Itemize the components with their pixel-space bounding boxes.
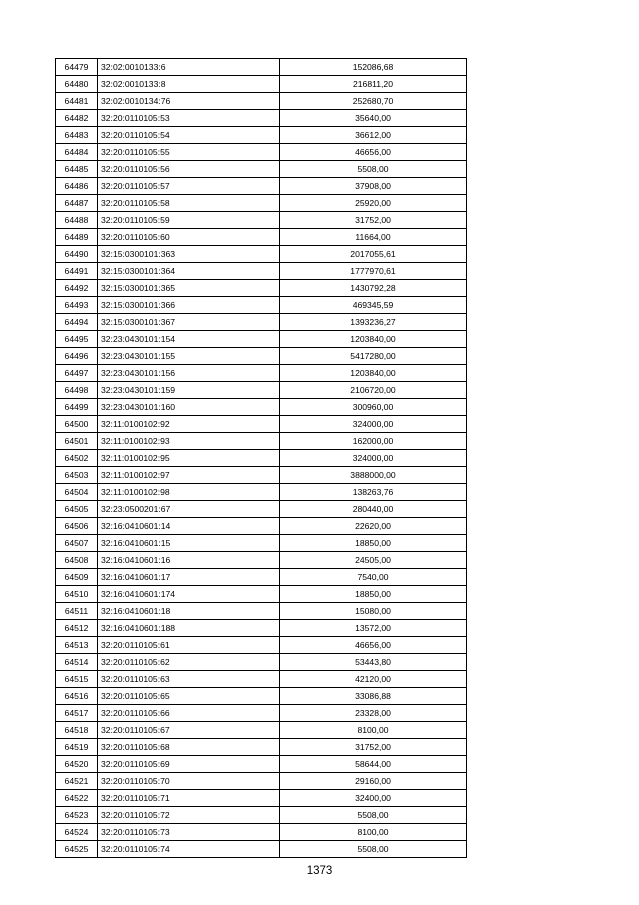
cadastral-number-cell: 32:20:0110105:60 <box>98 229 280 246</box>
table-row <box>56 518 467 535</box>
row-number-cell: 64519 <box>56 739 98 756</box>
cadastral-number-cell: 32:23:0500201:67 <box>98 501 280 518</box>
cadastral-number-cell: 32:20:0110105:53 <box>98 110 280 127</box>
row-number-cell: 64496 <box>56 348 98 365</box>
cadastral-number-cell: 32:16:0410601:174 <box>98 586 280 603</box>
table-row <box>56 263 467 280</box>
table-row <box>56 331 467 348</box>
page-number: 1373 <box>306 865 333 877</box>
row-number-cell: 64485 <box>56 161 98 178</box>
table-row <box>56 484 467 501</box>
table-row <box>56 399 467 416</box>
table-row <box>56 824 467 841</box>
value-cell: 18850,00 <box>280 535 467 552</box>
row-number-cell: 64501 <box>56 433 98 450</box>
row-number-cell: 64495 <box>56 331 98 348</box>
cadastral-number-cell: 32:20:0110105:74 <box>98 841 280 858</box>
cadastral-number-cell: 32:20:0110105:58 <box>98 195 280 212</box>
table-row <box>56 195 467 212</box>
value-cell: 29160,00 <box>280 773 467 790</box>
cadastral-number-cell: 32:20:0110105:55 <box>98 144 280 161</box>
table-row <box>56 773 467 790</box>
value-cell: 138263,76 <box>280 484 467 501</box>
row-number-cell: 64481 <box>56 93 98 110</box>
cadastral-value-table <box>55 58 467 858</box>
row-number-cell: 64492 <box>56 280 98 297</box>
cadastral-number-cell: 32:02:0010133:6 <box>98 59 280 76</box>
cadastral-number-cell: 32:23:0430101:156 <box>98 365 280 382</box>
value-cell: 216811,20 <box>280 76 467 93</box>
cadastral-number-cell: 32:15:0300101:363 <box>98 246 280 263</box>
cadastral-number-cell: 32:15:0300101:364 <box>98 263 280 280</box>
cadastral-number-cell: 32:20:0110105:66 <box>98 705 280 722</box>
table-row <box>56 110 467 127</box>
table-row <box>56 297 467 314</box>
table-row <box>56 59 467 76</box>
cadastral-number-cell: 32:15:0300101:365 <box>98 280 280 297</box>
value-cell: 324000,00 <box>280 416 467 433</box>
cadastral-number-cell: 32:20:0110105:57 <box>98 178 280 195</box>
value-cell: 46656,00 <box>280 144 467 161</box>
cadastral-number-cell: 32:20:0110105:62 <box>98 654 280 671</box>
value-cell: 13572,00 <box>280 620 467 637</box>
row-number-cell: 64484 <box>56 144 98 161</box>
row-number-cell: 64487 <box>56 195 98 212</box>
value-cell: 23328,00 <box>280 705 467 722</box>
row-number-cell: 64488 <box>56 212 98 229</box>
value-cell: 18850,00 <box>280 586 467 603</box>
table-row <box>56 722 467 739</box>
row-number-cell: 64486 <box>56 178 98 195</box>
row-number-cell: 64515 <box>56 671 98 688</box>
table-row <box>56 620 467 637</box>
value-cell: 1203840,00 <box>280 365 467 382</box>
table-row <box>56 178 467 195</box>
table-row <box>56 654 467 671</box>
table-row <box>56 382 467 399</box>
value-cell: 252680,70 <box>280 93 467 110</box>
cadastral-number-cell: 32:16:0410601:18 <box>98 603 280 620</box>
row-number-cell: 64522 <box>56 790 98 807</box>
row-number-cell: 64524 <box>56 824 98 841</box>
table-row <box>56 280 467 297</box>
row-number-cell: 64511 <box>56 603 98 620</box>
row-number-cell: 64494 <box>56 314 98 331</box>
value-cell: 24505,00 <box>280 552 467 569</box>
value-cell: 31752,00 <box>280 739 467 756</box>
value-cell: 8100,00 <box>280 824 467 841</box>
row-number-cell: 64509 <box>56 569 98 586</box>
table-row <box>56 688 467 705</box>
value-cell: 33086,88 <box>280 688 467 705</box>
value-cell: 1430792,28 <box>280 280 467 297</box>
row-number-cell: 64493 <box>56 297 98 314</box>
cadastral-number-cell: 32:11:0100102:95 <box>98 450 280 467</box>
table-row <box>56 790 467 807</box>
table-row <box>56 144 467 161</box>
table-row <box>56 807 467 824</box>
row-number-cell: 64508 <box>56 552 98 569</box>
cadastral-number-cell: 32:20:0110105:70 <box>98 773 280 790</box>
value-cell: 22620,00 <box>280 518 467 535</box>
row-number-cell: 64512 <box>56 620 98 637</box>
value-cell: 469345,59 <box>280 297 467 314</box>
row-number-cell: 64491 <box>56 263 98 280</box>
table-row <box>56 841 467 858</box>
cadastral-number-cell: 32:20:0110105:61 <box>98 637 280 654</box>
value-cell: 2106720,00 <box>280 382 467 399</box>
value-cell: 11664,00 <box>280 229 467 246</box>
cadastral-number-cell: 32:23:0430101:154 <box>98 331 280 348</box>
table-row <box>56 552 467 569</box>
row-number-cell: 64514 <box>56 654 98 671</box>
row-number-cell: 64479 <box>56 59 98 76</box>
table-row <box>56 314 467 331</box>
cadastral-number-cell: 32:16:0410601:17 <box>98 569 280 586</box>
cadastral-number-cell: 32:23:0430101:155 <box>98 348 280 365</box>
row-number-cell: 64521 <box>56 773 98 790</box>
table-row <box>56 450 467 467</box>
table-row <box>56 756 467 773</box>
row-number-cell: 64517 <box>56 705 98 722</box>
table-row <box>56 246 467 263</box>
table-row <box>56 671 467 688</box>
value-cell: 5417280,00 <box>280 348 467 365</box>
value-cell: 5508,00 <box>280 807 467 824</box>
cadastral-number-cell: 32:20:0110105:65 <box>98 688 280 705</box>
row-number-cell: 64518 <box>56 722 98 739</box>
row-number-cell: 64482 <box>56 110 98 127</box>
value-cell: 7540,00 <box>280 569 467 586</box>
row-number-cell: 64500 <box>56 416 98 433</box>
cadastral-number-cell: 32:23:0430101:160 <box>98 399 280 416</box>
table-body <box>56 59 467 858</box>
cadastral-number-cell: 32:15:0300101:367 <box>98 314 280 331</box>
row-number-cell: 64483 <box>56 127 98 144</box>
value-cell: 31752,00 <box>280 212 467 229</box>
value-cell: 46656,00 <box>280 637 467 654</box>
row-number-cell: 64525 <box>56 841 98 858</box>
cadastral-number-cell: 32:11:0100102:97 <box>98 467 280 484</box>
table-row <box>56 637 467 654</box>
value-cell: 5508,00 <box>280 161 467 178</box>
cadastral-number-cell: 32:20:0110105:71 <box>98 790 280 807</box>
cadastral-number-cell: 32:16:0410601:14 <box>98 518 280 535</box>
value-cell: 324000,00 <box>280 450 467 467</box>
value-cell: 300960,00 <box>280 399 467 416</box>
value-cell: 1777970,61 <box>280 263 467 280</box>
cadastral-number-cell: 32:20:0110105:72 <box>98 807 280 824</box>
table-row <box>56 348 467 365</box>
row-number-cell: 64480 <box>56 76 98 93</box>
value-cell: 32400,00 <box>280 790 467 807</box>
cadastral-number-cell: 32:11:0100102:92 <box>98 416 280 433</box>
table-row <box>56 416 467 433</box>
cadastral-number-cell: 32:23:0430101:159 <box>98 382 280 399</box>
value-cell: 162000,00 <box>280 433 467 450</box>
table-row <box>56 161 467 178</box>
cadastral-number-cell: 32:16:0410601:188 <box>98 620 280 637</box>
cadastral-number-cell: 32:20:0110105:73 <box>98 824 280 841</box>
cadastral-number-cell: 32:20:0110105:59 <box>98 212 280 229</box>
cadastral-number-cell: 32:20:0110105:54 <box>98 127 280 144</box>
table-row <box>56 603 467 620</box>
row-number-cell: 64497 <box>56 365 98 382</box>
table-row <box>56 705 467 722</box>
value-cell: 152086,68 <box>280 59 467 76</box>
table-row <box>56 93 467 110</box>
row-number-cell: 64499 <box>56 399 98 416</box>
table-row <box>56 586 467 603</box>
table-row <box>56 212 467 229</box>
cadastral-number-cell: 32:20:0110105:63 <box>98 671 280 688</box>
row-number-cell: 64516 <box>56 688 98 705</box>
value-cell: 3888000,00 <box>280 467 467 484</box>
value-cell: 1393236,27 <box>280 314 467 331</box>
table-row <box>56 501 467 518</box>
value-cell: 58644,00 <box>280 756 467 773</box>
row-number-cell: 64506 <box>56 518 98 535</box>
table-row <box>56 76 467 93</box>
row-number-cell: 64503 <box>56 467 98 484</box>
cadastral-number-cell: 32:02:0010133:8 <box>98 76 280 93</box>
row-number-cell: 64504 <box>56 484 98 501</box>
table-row <box>56 569 467 586</box>
value-cell: 280440,00 <box>280 501 467 518</box>
row-number-cell: 64489 <box>56 229 98 246</box>
cadastral-number-cell: 32:11:0100102:98 <box>98 484 280 501</box>
cadastral-number-cell: 32:15:0300101:366 <box>98 297 280 314</box>
value-cell: 15080,00 <box>280 603 467 620</box>
cadastral-number-cell: 32:20:0110105:56 <box>98 161 280 178</box>
table-row <box>56 433 467 450</box>
value-cell: 1203840,00 <box>280 331 467 348</box>
row-number-cell: 64510 <box>56 586 98 603</box>
cadastral-number-cell: 32:20:0110105:68 <box>98 739 280 756</box>
row-number-cell: 64498 <box>56 382 98 399</box>
value-cell: 37908,00 <box>280 178 467 195</box>
row-number-cell: 64523 <box>56 807 98 824</box>
row-number-cell: 64505 <box>56 501 98 518</box>
value-cell: 2017055,61 <box>280 246 467 263</box>
table-row <box>56 229 467 246</box>
cadastral-number-cell: 32:16:0410601:16 <box>98 552 280 569</box>
table-row <box>56 127 467 144</box>
cadastral-number-cell: 32:11:0100102:93 <box>98 433 280 450</box>
table-row <box>56 365 467 382</box>
value-cell: 53443,80 <box>280 654 467 671</box>
value-cell: 5508,00 <box>280 841 467 858</box>
cadastral-number-cell: 32:20:0110105:69 <box>98 756 280 773</box>
cadastral-number-cell: 32:16:0410601:15 <box>98 535 280 552</box>
cadastral-number-cell: 32:20:0110105:67 <box>98 722 280 739</box>
value-cell: 36612,00 <box>280 127 467 144</box>
cadastral-number-cell: 32:02:0010134:76 <box>98 93 280 110</box>
table-row <box>56 467 467 484</box>
row-number-cell: 64513 <box>56 637 98 654</box>
value-cell: 35640,00 <box>280 110 467 127</box>
value-cell: 42120,00 <box>280 671 467 688</box>
row-number-cell: 64520 <box>56 756 98 773</box>
value-cell: 8100,00 <box>280 722 467 739</box>
value-cell: 25920,00 <box>280 195 467 212</box>
table-row <box>56 535 467 552</box>
table-row <box>56 739 467 756</box>
row-number-cell: 64502 <box>56 450 98 467</box>
row-number-cell: 64490 <box>56 246 98 263</box>
row-number-cell: 64507 <box>56 535 98 552</box>
